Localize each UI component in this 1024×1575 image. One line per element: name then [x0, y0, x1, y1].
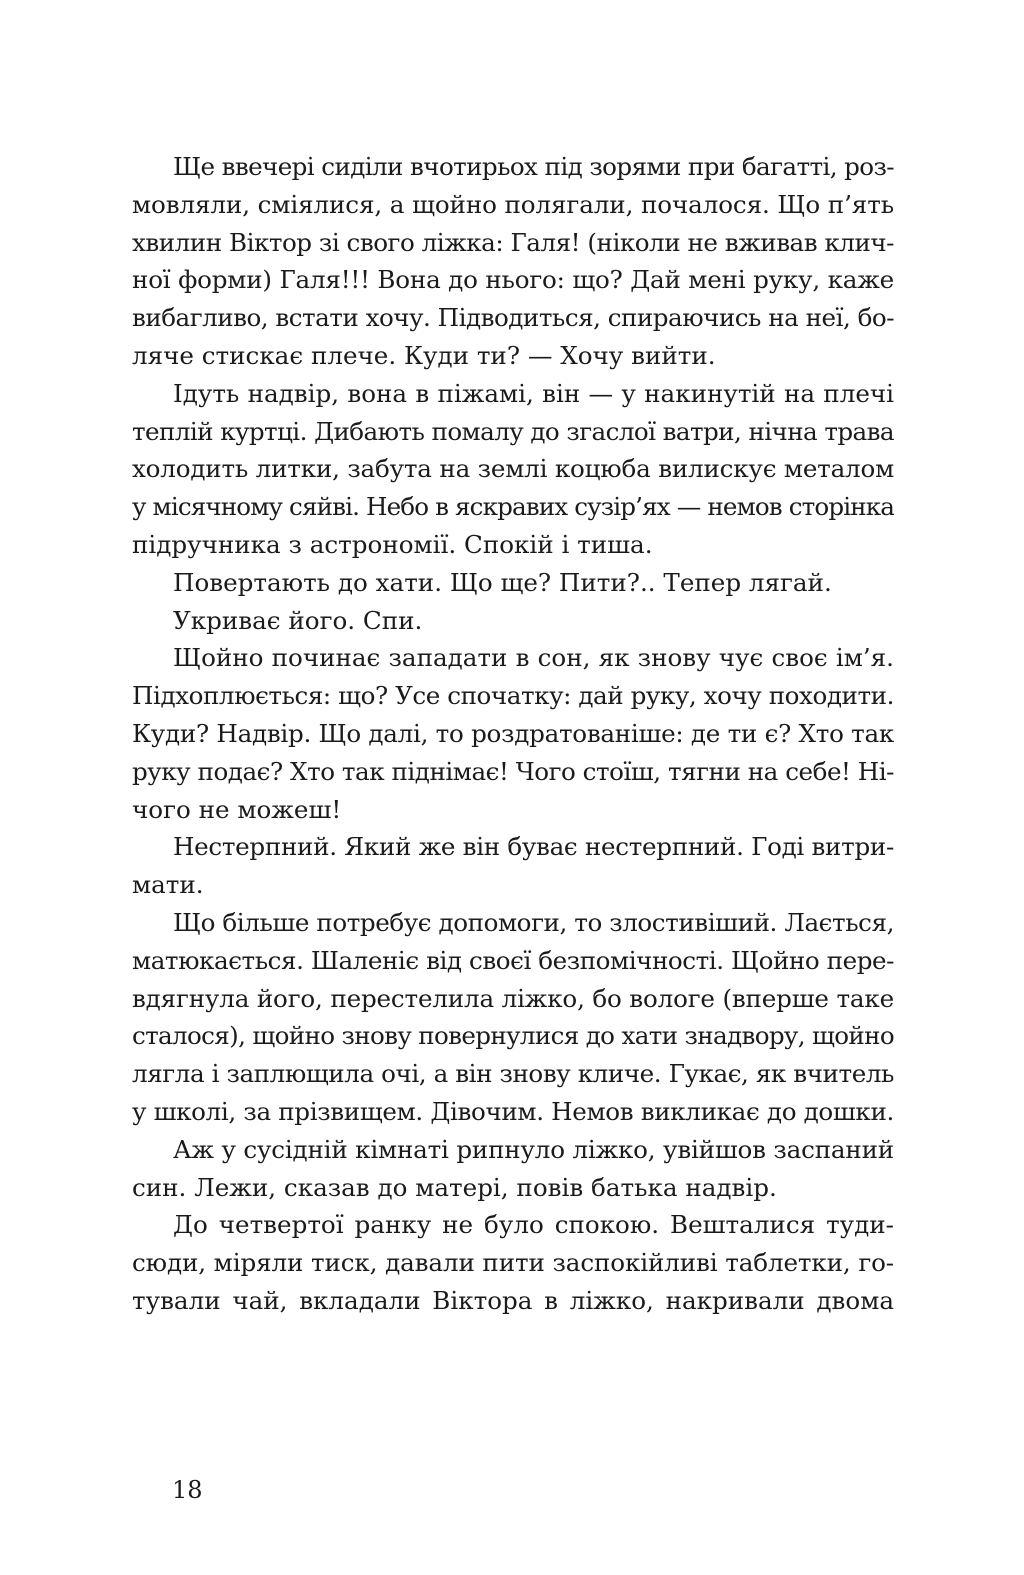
text-line: сюди, міряли тиск, давали пити заспокійливі таблетки, го-	[132, 1248, 894, 1278]
text-line: у місячному сяйві. Небо в яскравих сузір’ях — немов сторінка	[132, 492, 894, 522]
text-line: Ще ввечері сиділи вчотирьох під зорями при багатті, роз-	[173, 152, 894, 181]
body-text	[132, 148, 894, 1320]
text-line: Куди? Надвір. Що далі, то роздратованіше: де ти є? Хто так	[132, 718, 894, 748]
text-line: ляче стискає плече. Куди ти? — Хочу вийти.	[132, 340, 716, 370]
text-line: Нестерпний. Який же він буває нестерпний. Годі витри-	[173, 832, 894, 862]
text-line: вибагливо, встати хочу. Підводиться, спираючись на неї, бо-	[132, 303, 894, 333]
text-line: матюкається. Шаленіє від своєї безпомічності. Щойно пере-	[132, 945, 894, 975]
text-line: Підхоплюється: що? Усе спочатку: дай руку, хочу походити.	[132, 681, 894, 711]
text-line: чого не можеш!	[132, 794, 342, 824]
text-line: сталося), щойно знову повернулися до хати знадвору, щойно	[132, 1021, 894, 1051]
text-line: ної форми) Галя!!! Вона до нього: що? Дай мені руку, каже	[132, 265, 894, 295]
text-line: підручника з астрономії. Спокій і тиша.	[132, 529, 653, 559]
text-line: руку подає? Хто так піднімає! Чого стоїш, тягни на себе! Ні-	[132, 756, 894, 786]
text-line: мати.	[132, 870, 204, 900]
text-line: вдягнула його, перестелила ліжко, бо вологе (вперше таке	[132, 983, 894, 1013]
text-line: Аж у сусідній кімнаті рипнуло ліжко, увійшов заспаний	[173, 1134, 894, 1164]
text-line: Щойно починає западати в сон, як знову чує своє ім’я.	[173, 643, 894, 673]
text-line: До четвертої ранку не було спокою. Вешталися туди-	[173, 1210, 894, 1240]
text-line: хвилин Віктор зі свого ліжка: Галя! (ніколи не вживав клич-	[132, 227, 894, 257]
text-line: теплій куртці. Дибають помалу до згаслої ватри, нічна трава	[132, 416, 894, 446]
text-line: Ідуть надвір, вона в піжамі, він — у накинутій на плечі	[173, 378, 894, 408]
text-line: мовляли, сміялися, а щойно полягали, почалося. Що п’ять	[132, 189, 894, 219]
text-line: холодить литки, забута на землі коцюба вилискує металом	[132, 454, 894, 484]
text-line: тували чай, вкладали Віктора в ліжко, накривали двома	[132, 1285, 894, 1315]
text-line: Укриває його. Спи.	[173, 605, 423, 635]
page-number: 18	[172, 1476, 203, 1504]
text-line: лягла і заплющила очі, а він знову кличе. Гукає, як вчитель	[132, 1059, 894, 1089]
text-line: у школі, за прізвищем. Дівочим. Немов викликає до дошки.	[132, 1096, 894, 1126]
text-line: Що більше потребує допомоги, то злостивіший. Лається,	[173, 907, 894, 937]
text-line: син. Лежи, сказав до матері, повів батька надвір.	[132, 1172, 777, 1202]
text-line: Повертають до хати. Що ще? Пити?.. Тепер лягай.	[173, 567, 832, 597]
